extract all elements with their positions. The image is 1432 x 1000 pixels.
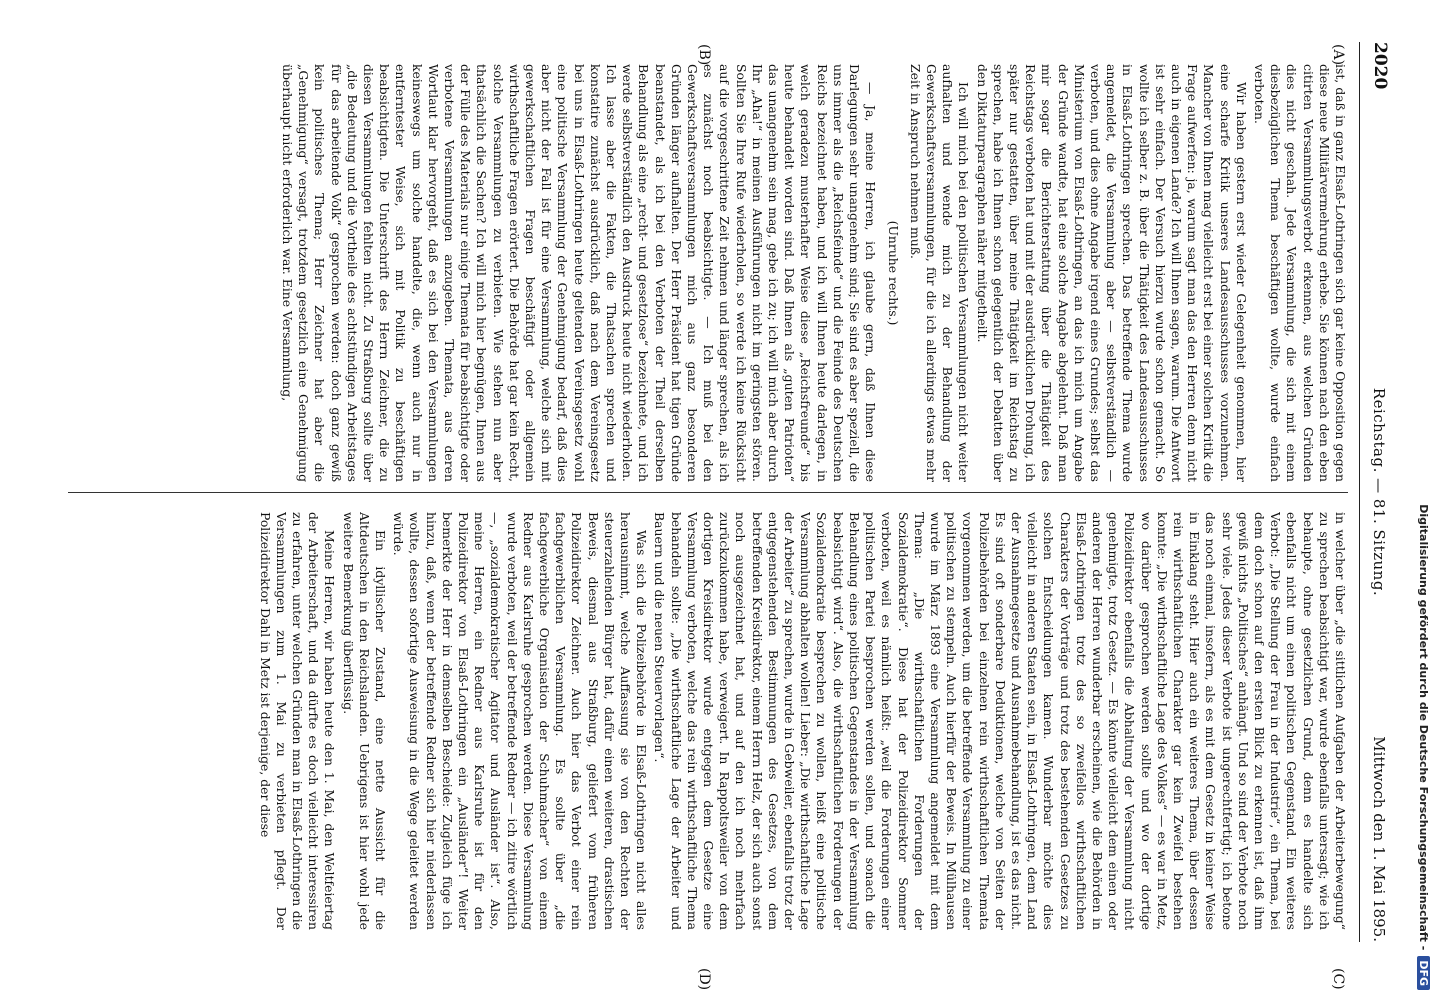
credit-text [1412, 10, 1430, 990]
dfg-logo: DFG [1417, 956, 1430, 990]
digitization-credit [1412, 10, 1430, 990]
page-number: 2020 [1370, 42, 1390, 90]
paragraph: Ein idyllischer Zustand, eine nette Aussicht für die Altdeutschen in den Reichslanden. Uebrigens ist hier wohl jede weitere Bemerkung überflüssig. [340, 512, 389, 930]
margin-letter-c: (C) [1330, 968, 1346, 990]
stage-direction: (Unruhe rechts.) [885, 220, 901, 326]
paragraph: Meine Herren, wir haben heute den 1. Mai, den Weltfeiertag der Arbeiterschaft, und da dürfte es doch vielleicht interessiren zu erfahren, unter welchen Gründen man in Elsaß-Lothringen die Versammlungen zum 1. Mai zu verbieten pflegt. Der Polizeidirektor Dahl in Metz ist derjenige, der diese [257, 512, 338, 930]
margin-letter-d: (D) [696, 968, 712, 991]
margin-letter-b: (B) [696, 44, 712, 66]
running-head: Reichstag. — 81. Sitzung. [1370, 387, 1388, 597]
column-divider [68, 492, 1348, 493]
paragraph: Ich will mich bei den politischen Versammlungen nicht weiter aufhalten und wende mich zu der Behandlung der Gewerkschaftsversammlungen, für die ich allerdings etwas mehr Zeit in Anspruch nehmen muß. [907, 64, 972, 482]
paragraph: ist, daß in ganz Elsaß-Lothringen sich gar keine Opposition gegen diese neue Militärvermehrung erhebe. Sie können nach den eben citirten Versammlungsverbot erkennen, aus welchen Gründen dies nicht geschah. Jede Versammlung, die sich mit einem diesbezüglichen Thema beschäftigen wollte, wurde einfach verboten. [1251, 64, 1348, 482]
paragraph: Wir haben gestern erst wieder Gelegenheit genommen, hier eine scharfe Kritik unseres Landesausschusses vorzunehmen. Mancher von Ihnen mag vielleicht erst bei einer solchen Kritik die Frage aufwerfen: ja, warum sagt man das den Herren denn nicht auch in eigenen Lande? Ich will Ihnen sagen, warum. Die Antwort ist sehr einfach. Der Versuch hierzu wurde schon gemacht. So wollte ich selber z. B. über die Thätigkeit des Landesausschusses in Elsaß-Lothringen sprechen. Das betreffende Thema wurde angemeldet, die Versammlung aber — selbstverständlich — verboten, und dies ohne Angabe irgend eines Grundes; selbst das Ministerium von Elsaß-Lothringen, an das ich mich um Angabe der Gründe wandte, hat eine solche Angabe abgelehnt. Daß man mir sogar die Berichterstattung über die Thätigkeit des Reichstags verboten hat und mit der ausdrücklichen Drohung, ich später nur gestatten, über meine Thätigkeit im Reichstag zu sprechen, habe ich Ihnen schon gelegentlich der Debatten über den Diktaturparagraphen näher mitgetheilt. [974, 64, 1249, 482]
paragraph: — Ja, meine Herren, ich glaube gern, daß Ihnen diese Darlegungen sehr unangenehm sind; Sie sind es aber speziell, die uns immer als die „Reichsfeinde“ und die Feinde des Deutschen Reichs bezeichnet haben, und ich will Ihnen heute darlegen, in welch geradezu musterhafter Weise diese „Reichsfreunde“ bis heute behandelt worden sind. Daß Ihnen als „guten Patrioten“ das unangenehm sein mag, gebe ich zu; ich will mich aber durch Ihr „Aha!“ in meinen Ausführungen nicht im geringsten stören. Sollten Sie Ihre Rufe wiederholen, so werde ich keine Rücksicht auf die vorgeschrittene Zeit nehmen und länger sprechen, als ich es zunächst noch beabsichtigte. — Ich muß bei den Gewerkschaftsversammlungen mich aus ganz besonderen Gründen länger aufhalten. Der Herr Präsident hat tigen Gründe beanstandet, als ich bei den Verboten der Theil derselben Behandlung als eine „recht- und gesetzlose“ bezeichnete, und ich werde selbstverständlich den Ausdruck heute nicht wiederholen. Ich lasse aber die Fakten, die Thatsachen sprechen und konstatire zunächst ausdrücklich, daß nach dem Vereinsgesetz bei uns in Elsaß-Lothringen heute geltenden Vereinsgesetz wohl eine politische Versammlung der Genehmigung bedarf, daß dies aber nicht der Fall ist für eine Versammlung, welche sich mit gewerkschaftlichen Fragen beschäftigt oder allgemein wirthschaftliche Fragen erörtert. Die Behörde hat gar kein Recht, solche Versammlungen zu verbieten. Wie stehen nun aber thatsächlich die Sachen? Ich will mich hier begnügen, Ihnen aus der Fülle des Materials nur einige Themata für beabsichtigte oder verbotene Versammlungen anzugeben. Themata, aus deren Wortlaut klar hervorgeht, daß es sich bei den Versammlungen keineswegs um solche handelte, die, wenn auch nur in entferntester Weise, sich mit Politik zu beschäftigen beabsichtigten. Die Unterschrift des Herrn Zeichner, die zu diesen Versammlungen fehlten nicht. Zu Straßburg sollte über „die Bedeutung und die Vortheile des achtstündigen Arbeitstages für das arbeitende Volk“ gesprochen werden: doch ganz gewiß kein politisches Thema; Herr Zeichner hat aber die „Genehmigung“ versagt, trotzdem gesetzlich eine Genehmigung überhaupt nicht erforderlich war. Eine Versammlung, [280, 64, 879, 482]
session-date: Mittwoch den 1. Mai 1895. [1370, 736, 1388, 942]
margin-letter-a: (A) [1330, 44, 1346, 66]
credit-label: Digitalisierung gefördert durch die Deutsche Forschungsgemeinschaft - [1417, 504, 1430, 951]
paragraph: Was sich die Polizeibehörde in Elsaß-Lothringen nicht alles herausnimmt, welche Auffassung sie von den Rechten der steuerzahlenden Bürger hat, dafür einen weiteren, drastischen Beweis, diesmal aus Straßburg, geliefert vom früheren Polizeidirektor Zeichner. Auch hier das Verbot einer rein fachgewerblichen Versammlung. Es sollte über „die fachgewerbliche Organisation der Schuhmacher“ von einem Redner aus Karlsruhe gesprochen werden. Diese Versammlung wurde verboten, weil der betreffende Redner — ich zitire wörtlich —, „sozialdemokratischer Agitator und Ausländer ist“. Also, meine Herren, ein Redner aus Karlsruhe ist für den Polizeidirektor von Elsaß-Lothringen ein „Ausländer“! Weiter bemerkte der Herr in demselben Bescheide: Zugleich füge ich hinzu, daß, wenn der betreffende Redner sich hier niederlassen wollte, dessen sofortige Ausweisung in die Wege geleitet werden würde. [391, 512, 650, 930]
page-header [1359, 42, 1400, 942]
paragraph: in welcher über „die sittlichen Aufgaben der Arbeiterbewegung“ zu sprechen beabsichtigt war, wurde ebenfalls untersagt; wie ich behaupte, ohne gesetzlichen Grund, denn es handelte sich ebenfalls nicht um einen politischen Gegenstand. Ein weiteres Verbot: „Die Stellung der Frau in der Industrie“, ein Thema, bei dem doch schon auf den ersten Blick zu erkennen ist, daß ihm gewiß nichts „Politisches“ anhängt. Und so sind der Verbote noch sehr viele. Jedes dieser Verbote ist ungerechtfertigt; ich betone das noch einmal, insofern, als es mit dem Gesetz in keiner Weise in Einklang steht. Hier auch ein weiteres Thema, über dessen rein wirthschaftlichen Charakter gar kein Zweifel bestehen konnte: „Die wirthschaftliche Lage des Volkes“ — es war in Metz, wo darüber gesprochen werden sollte und wo der dortige Polizeidirektor ebenfalls die Abhaltung der Versammlung nicht genehmigte, trotz Gesetz. — Es könnte vielleicht dem einen oder anderen der Herren wunderbar erscheinen, wie die Behörden in Elsaß-Lothringen trotz des so zweifellos wirthschaftlichen Charakters der Vorträge und trotz des bestehenden Gesetzes zu solchen Entscheidungen kamen. Wunderbar möchte dies vielleicht in anderen Staaten sein, in Elsaß-Lothringen, dem Land der Ausnahmegesetze und Ausnahmebehandlung, ist es das nicht. Es sind oft sonderbare Deduktionen, welche von Seiten der Polizeibehörden bei einzelnen rein wirthschaftlichen Themata vorgenommen werden, um die betreffende Versammlung zu einer politischen zu stempeln. Auch hierfür der Beweis. In Mülhausen wurde im März 1893 eine Versammlung angemeldet mit dem Thema: „Die wirthschaftlichen Forderungen der Sozialdemokratie“. Diese hat der Polizeidirektor Sommer verboten, weil es nämlich heißt: „weil die Forderungen einer politischen Partei besprochen werden sollen, und sonach die Behandlung eines politischen Gegenstandes in der Versammlung beabsichtigt wird“. Also, die wirthschaftlichen Forderungen der Sozialdemokratie besprechen zu wollen, heißt eine politische Versammlung abhalten wollen! Lieber: „Die wirthschaftliche Lage der Arbeiter“ zu sprechen, wurde in Gebweiler, ebenfalls trotz der entgegenstehenden Bestimmungen des Gesetzes, von dem betreffenden Kreisdirektor, einem Herrn Helz, der sich auch sonst noch ausgezeichnet hat, und auf den ich noch mehrfach zurückzukommen habe, verweigert. In Rappoltsweiler von dem dortigen Kreisdirektor wurde entgegen dem Gesetze eine Versammlung verboten, welche das rein wirthschaftliche Thema behandeln sollte: „Die wirthschaftliche Lage der Arbeiter und Bauern und die neuen Steuervorlagen“. [652, 512, 1348, 930]
left-text-column [68, 64, 1348, 482]
right-text-column [68, 512, 1348, 930]
